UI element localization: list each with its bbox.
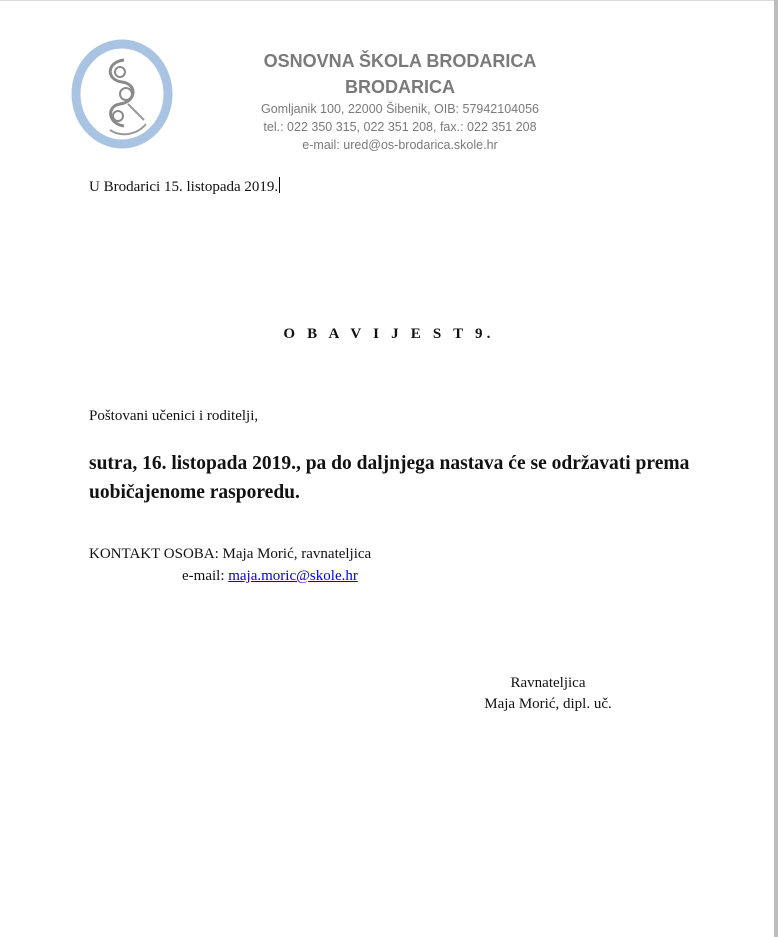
page-top-edge <box>0 0 778 1</box>
text-cursor <box>279 177 280 193</box>
contact-email-line <box>182 568 358 585</box>
greeting: Poštovani učenici i roditelji, <box>89 408 259 424</box>
date-text: U Brodarici 15. listopada 2019. <box>89 179 279 195</box>
letterhead <box>230 48 570 154</box>
school-address: Gomljanik 100, 22000 Šibenik, OIB: 57942104056 <box>261 102 539 116</box>
school-phone: tel.: 022 350 315, 022 351 208, fax.: 022 351 208 <box>263 120 537 134</box>
school-name: OSNOVNA ŠKOLA BRODARICA <box>263 51 537 71</box>
contact-person: KONTAKT OSOBA: Maja Morić, ravnateljica <box>89 546 372 562</box>
email-label: e-mail: <box>182 568 229 584</box>
school-name-line2: BRODARICA <box>345 77 455 97</box>
page-right-edge <box>774 0 778 937</box>
signature-role: Ravnateljica <box>510 675 586 691</box>
date-line[interactable] <box>89 177 280 196</box>
main-message: sutra, 16. listopada 2019., pa do daljnjega nastava će se održavati prema uobičajenome rasporedu. <box>89 453 690 503</box>
school-logo <box>66 38 178 150</box>
signature-block <box>470 673 626 715</box>
signature-name: Maja Morić, dipl. uč. <box>484 696 612 712</box>
school-email: e-mail: ured@os-brodarica.skole.hr <box>302 138 498 152</box>
notice-title: O B A V I J E S T 9. <box>283 326 495 342</box>
contact-email-link[interactable]: maja.moric@skole.hr <box>228 568 358 584</box>
